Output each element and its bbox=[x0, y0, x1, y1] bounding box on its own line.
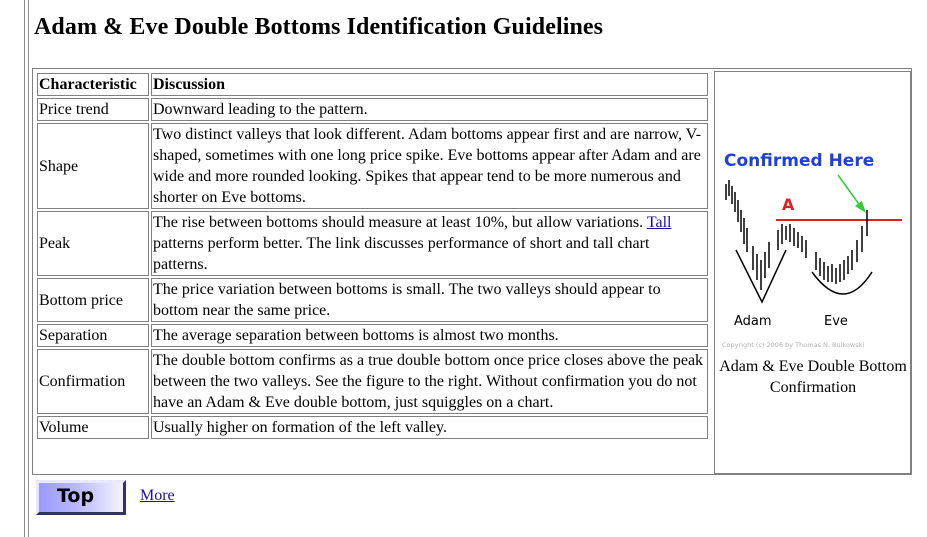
peak-label: A bbox=[782, 195, 795, 214]
table-row bbox=[37, 98, 708, 121]
row-label: Volume bbox=[37, 416, 149, 439]
row-discussion: The double bottom confirms as a true double bottom once price closes above the peak between the two valleys. See the figure to the right. Without confirmation you do not have an Adam & Eve double bottom, just squiggles on a chart. bbox=[151, 349, 708, 414]
row-discussion: Two distinct valleys that look different. Adam bottoms appear first and are narrow, V-shaped, sometimes with one long price spike. Eve bottoms appear after Adam and are wide and more rounded looking. Spikes that appear tend to be more numerous and shorter on Eve bottoms. bbox=[151, 123, 708, 209]
row-discussion: Usually higher on formation of the left valley. bbox=[151, 416, 708, 439]
table-row bbox=[37, 324, 708, 347]
figure-caption: Adam & Eve Double Bottom Confirmation bbox=[719, 358, 907, 396]
copyright-text: Copyright (c) 2006 by Thomas N. Bulkowski bbox=[722, 341, 865, 349]
row-discussion: The price variation between bottoms is small. The two valleys should appear to bottom near the same price. bbox=[151, 278, 708, 322]
guidelines-table bbox=[35, 71, 710, 441]
discussion-text-before: The rise between bottoms should measure at least 10%, but allow variations. bbox=[153, 214, 647, 231]
discussion-text-after: patterns perform better. The link discusses performance of short and tall chart patterns. bbox=[153, 235, 650, 273]
table-row bbox=[37, 349, 708, 414]
table-row bbox=[37, 416, 708, 439]
more-link[interactable]: More bbox=[140, 487, 175, 504]
row-discussion: Downward leading to the pattern. bbox=[151, 98, 708, 121]
row-label: Price trend bbox=[37, 98, 149, 121]
header-characteristic: Characteristic bbox=[37, 73, 149, 96]
table-row bbox=[37, 123, 708, 209]
header-discussion: Discussion bbox=[151, 73, 708, 96]
row-label: Peak bbox=[37, 211, 149, 276]
figure-heading: Confirmed Here bbox=[724, 151, 875, 171]
table-header-row bbox=[37, 73, 708, 96]
adam-label: Adam bbox=[734, 314, 772, 329]
table-row bbox=[37, 211, 708, 276]
eve-bars bbox=[816, 210, 867, 284]
row-discussion: The average separation between bottoms is almost two months. bbox=[151, 324, 708, 347]
left-border-line bbox=[24, 0, 25, 537]
page-title: Adam & Eve Double Bottoms Identification Guidelines bbox=[34, 14, 604, 40]
tall-patterns-link[interactable]: Tall bbox=[646, 214, 672, 231]
adam-eve-figure bbox=[716, 140, 908, 352]
row-label: Shape bbox=[37, 123, 149, 209]
peak-bars bbox=[778, 224, 806, 258]
row-label: Confirmation bbox=[37, 349, 149, 414]
top-button[interactable]: Top bbox=[36, 480, 126, 515]
row-label: Bottom price bbox=[37, 278, 149, 322]
downtrend-bars bbox=[726, 180, 747, 252]
adam-bars bbox=[753, 242, 769, 290]
table-row bbox=[37, 278, 708, 322]
eve-label: Eve bbox=[824, 314, 848, 329]
row-discussion bbox=[151, 211, 708, 276]
eve-valley-outline bbox=[812, 272, 872, 294]
left-border-line-inner bbox=[28, 0, 29, 537]
arrow-icon bbox=[838, 175, 866, 213]
row-label: Separation bbox=[37, 324, 149, 347]
